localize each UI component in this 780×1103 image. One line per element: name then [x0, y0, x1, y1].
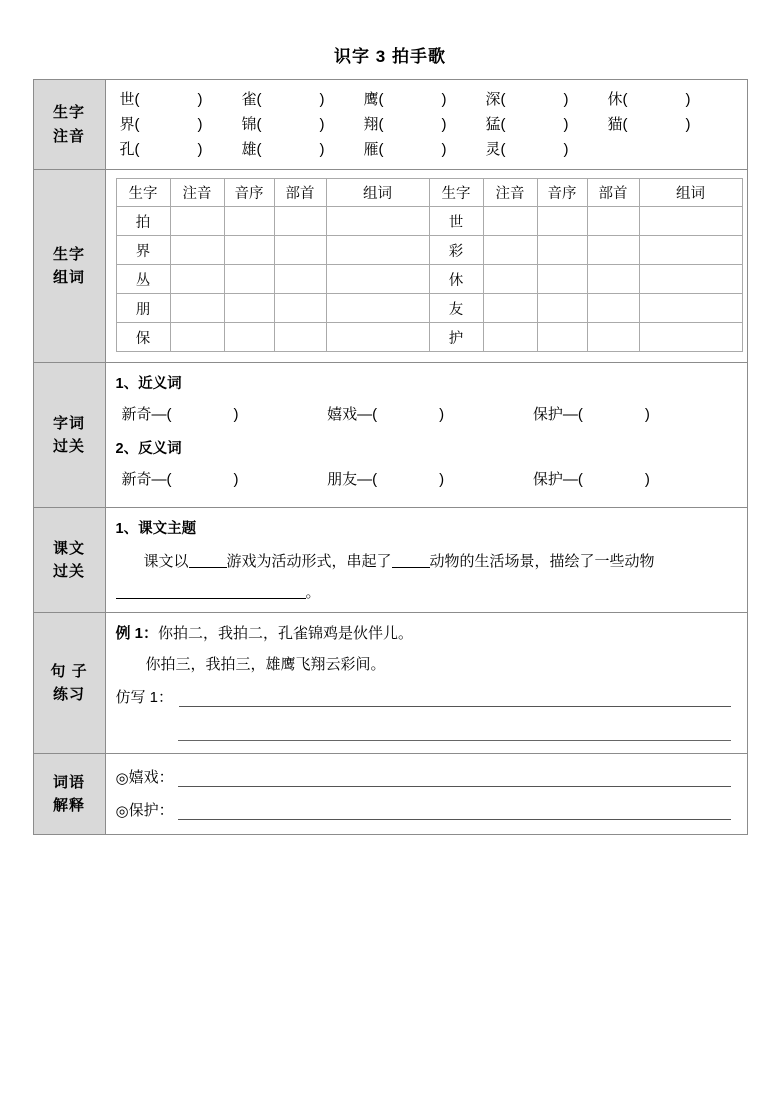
grid-cell-blank[interactable]	[224, 323, 274, 352]
grid-cell-blank[interactable]	[170, 236, 224, 265]
grid-cell-blank[interactable]	[587, 323, 639, 352]
section-label-sentence	[33, 613, 105, 754]
pinyin-item[interactable]: 雄( )	[241, 141, 325, 158]
section-label-words-line2: 组词	[52, 269, 85, 286]
imitation-input-line-1[interactable]	[179, 691, 730, 707]
example-line-2	[114, 650, 739, 681]
example-line-1	[114, 619, 739, 650]
pinyin-item[interactable]: 世( )	[119, 91, 203, 108]
grid-cell-blank[interactable]	[326, 236, 429, 265]
grid-header-zi-left: 生字	[116, 179, 170, 207]
theme-part3: 动物的生活场景，描绘了一些动物	[429, 553, 655, 570]
section-label-vocab	[33, 363, 105, 508]
grid-cell-character: 丛	[116, 265, 170, 294]
section-label-words-line1: 生字	[52, 245, 85, 263]
table-row	[116, 236, 742, 265]
pinyin-item[interactable]: 灵( )	[485, 141, 569, 158]
section-label-pinyin-line1: 生字	[52, 104, 85, 122]
section-label-definition-line2: 解释	[52, 797, 85, 815]
table-row	[116, 323, 742, 352]
theme-blank-3[interactable]	[116, 598, 306, 599]
grid-cell-blank[interactable]	[274, 294, 326, 323]
imitation-write-row-2	[114, 707, 739, 745]
grid-header-yinxu-left: 音序	[224, 179, 274, 207]
pinyin-item[interactable]: 猛( )	[485, 116, 569, 133]
grid-cell-blank[interactable]	[224, 236, 274, 265]
synonym-row	[114, 395, 739, 434]
section-label-vocab-line1: 字词	[52, 414, 85, 432]
grid-cell-blank[interactable]	[639, 207, 742, 236]
character-grid	[116, 178, 743, 352]
grid-cell-blank[interactable]	[639, 265, 742, 294]
grid-cell-blank[interactable]	[587, 265, 639, 294]
imitation-label: 仿写 1：	[115, 689, 174, 707]
grid-cell-blank[interactable]	[274, 236, 326, 265]
grid-cell-character: 朋	[116, 294, 170, 323]
pinyin-row	[114, 136, 739, 161]
definition-row	[114, 793, 739, 826]
section-body-vocab	[105, 363, 747, 508]
definition-input-line[interactable]	[178, 805, 731, 820]
grid-cell-blank[interactable]	[639, 323, 742, 352]
grid-cell-blank[interactable]	[537, 323, 587, 352]
section-label-definition	[33, 754, 105, 835]
example-label: 例 1：	[115, 625, 159, 643]
theme-paragraph-tail	[114, 573, 739, 604]
grid-header-yinxu-right: 音序	[537, 179, 587, 207]
grid-cell-blank[interactable]	[537, 294, 587, 323]
antonym-item[interactable]: 新奇—( )	[121, 471, 239, 488]
grid-cell-blank[interactable]	[639, 236, 742, 265]
example-text-2: 你拍三，我拍三，雄鹰飞翔云彩间。	[145, 655, 386, 673]
section-row-definition	[33, 754, 747, 835]
pinyin-item[interactable]: 锦( )	[241, 116, 325, 133]
grid-cell-blank[interactable]	[587, 207, 639, 236]
section-body-definition	[105, 754, 747, 835]
synonym-item[interactable]: 保护—( )	[532, 406, 650, 423]
grid-cell-blank[interactable]	[587, 236, 639, 265]
section-label-text-line1: 课文	[52, 539, 85, 557]
grid-cell-blank[interactable]	[587, 294, 639, 323]
pinyin-item[interactable]: 雁( )	[363, 141, 447, 158]
pinyin-item[interactable]: 深( )	[485, 91, 569, 108]
grid-cell-character: 彩	[429, 236, 483, 265]
bullet-circle-icon: ◎	[115, 770, 129, 788]
grid-cell-character: 世	[429, 207, 483, 236]
grid-cell-blank[interactable]	[326, 323, 429, 352]
table-row	[116, 207, 742, 236]
grid-header-row	[116, 179, 742, 207]
antonym-item[interactable]: 朋友—( )	[327, 471, 445, 488]
grid-header-bushou-left: 部首	[274, 179, 326, 207]
pinyin-item[interactable]: 界( )	[119, 116, 203, 133]
section-row-words	[33, 170, 747, 363]
definition-row	[114, 760, 739, 793]
grid-cell-blank[interactable]	[483, 323, 537, 352]
grid-cell-blank[interactable]	[483, 207, 537, 236]
theme-heading: 1、课文主题	[115, 521, 197, 537]
section-body-text	[105, 508, 747, 613]
section-body-pinyin	[105, 80, 747, 170]
grid-cell-blank[interactable]	[274, 207, 326, 236]
grid-header-zuci-left: 组词	[326, 179, 429, 207]
section-body-words	[105, 170, 747, 363]
theme-blank-1[interactable]	[189, 567, 227, 568]
grid-cell-character: 休	[429, 265, 483, 294]
section-body-sentence	[105, 613, 747, 754]
bullet-circle-icon: ◎	[115, 803, 129, 821]
section-label-words	[33, 170, 105, 363]
grid-cell-blank[interactable]	[224, 294, 274, 323]
definition-word: 嬉戏：	[128, 769, 174, 787]
grid-header-bushou-right: 部首	[587, 179, 639, 207]
grid-cell-character: 护	[429, 323, 483, 352]
grid-header-zi-right: 生字	[429, 179, 483, 207]
grid-cell-blank[interactable]	[326, 294, 429, 323]
grid-cell-character: 友	[429, 294, 483, 323]
table-row	[116, 265, 742, 294]
section-row-vocab	[33, 363, 747, 508]
theme-part1: 课文以	[143, 553, 189, 570]
grid-cell-blank[interactable]	[170, 323, 224, 352]
theme-period: 。	[305, 584, 321, 602]
grid-cell-blank[interactable]	[483, 265, 537, 294]
grid-cell-blank[interactable]	[274, 323, 326, 352]
grid-cell-blank[interactable]	[224, 207, 274, 236]
pinyin-item[interactable]: 雀( )	[241, 91, 325, 108]
grid-cell-blank[interactable]	[170, 294, 224, 323]
pinyin-item[interactable]: 翔( )	[363, 116, 447, 133]
antonym-item[interactable]: 保护—( )	[532, 471, 650, 488]
pinyin-row	[114, 86, 739, 111]
grid-cell-blank[interactable]	[483, 294, 537, 323]
imitation-input-line-2[interactable]	[178, 729, 731, 741]
section-label-sentence-line2: 练习	[52, 686, 85, 704]
table-row	[116, 294, 742, 323]
antonym-heading: 2、反义词	[115, 441, 182, 457]
pinyin-item[interactable]: 休( )	[607, 91, 691, 108]
grid-cell-blank[interactable]	[326, 265, 429, 294]
section-row-text	[33, 508, 747, 613]
theme-paragraph	[114, 540, 739, 573]
synonym-item[interactable]: 嬉戏—( )	[327, 406, 445, 423]
page-title: 识字 3 拍手歌	[334, 47, 446, 66]
section-row-pinyin	[33, 80, 747, 170]
grid-cell-character: 界	[116, 236, 170, 265]
grid-cell-blank[interactable]	[224, 265, 274, 294]
pinyin-item[interactable]: 猫( )	[607, 116, 691, 133]
grid-cell-blank[interactable]	[170, 207, 224, 236]
definition-input-line[interactable]	[178, 772, 731, 787]
pinyin-row	[114, 111, 739, 136]
grid-header-zhuyin-right: 注音	[483, 179, 537, 207]
section-label-pinyin	[33, 80, 105, 170]
imitation-write-row	[114, 680, 739, 707]
section-label-text	[33, 508, 105, 613]
example-text-1: 你拍二，我拍二，孔雀锦鸡是伙伴儿。	[158, 625, 414, 643]
grid-cell-blank[interactable]	[537, 236, 587, 265]
synonym-heading: 1、近义词	[115, 376, 182, 392]
section-label-pinyin-line2: 注音	[52, 127, 85, 145]
section-label-text-line2: 过关	[52, 563, 85, 581]
section-label-definition-line1: 词语	[52, 774, 85, 791]
definition-word: 保护：	[128, 802, 174, 820]
grid-cell-blank[interactable]	[326, 207, 429, 236]
worksheet-table	[33, 79, 748, 835]
grid-cell-blank[interactable]	[537, 265, 587, 294]
grid-cell-character: 拍	[116, 207, 170, 236]
grid-header-zuci-right: 组词	[639, 179, 742, 207]
theme-part2: 游戏为活动形式，串起了	[226, 553, 392, 570]
antonym-row	[114, 460, 739, 499]
theme-blank-2[interactable]	[392, 567, 430, 568]
section-row-sentence	[33, 613, 747, 754]
section-label-vocab-line2: 过关	[52, 438, 85, 455]
grid-cell-character: 保	[116, 323, 170, 352]
grid-cell-blank[interactable]	[170, 265, 224, 294]
synonym-item[interactable]: 新奇—( )	[121, 406, 239, 423]
pinyin-item[interactable]: 鹰( )	[363, 91, 447, 108]
section-label-sentence-line1: 句 子	[50, 663, 88, 680]
grid-cell-blank[interactable]	[537, 207, 587, 236]
grid-cell-blank[interactable]	[274, 265, 326, 294]
grid-cell-blank[interactable]	[483, 236, 537, 265]
grid-cell-blank[interactable]	[639, 294, 742, 323]
pinyin-item[interactable]: 孔( )	[119, 141, 203, 158]
imitation-spacer	[114, 729, 178, 741]
grid-header-zhuyin-left: 注音	[170, 179, 224, 207]
